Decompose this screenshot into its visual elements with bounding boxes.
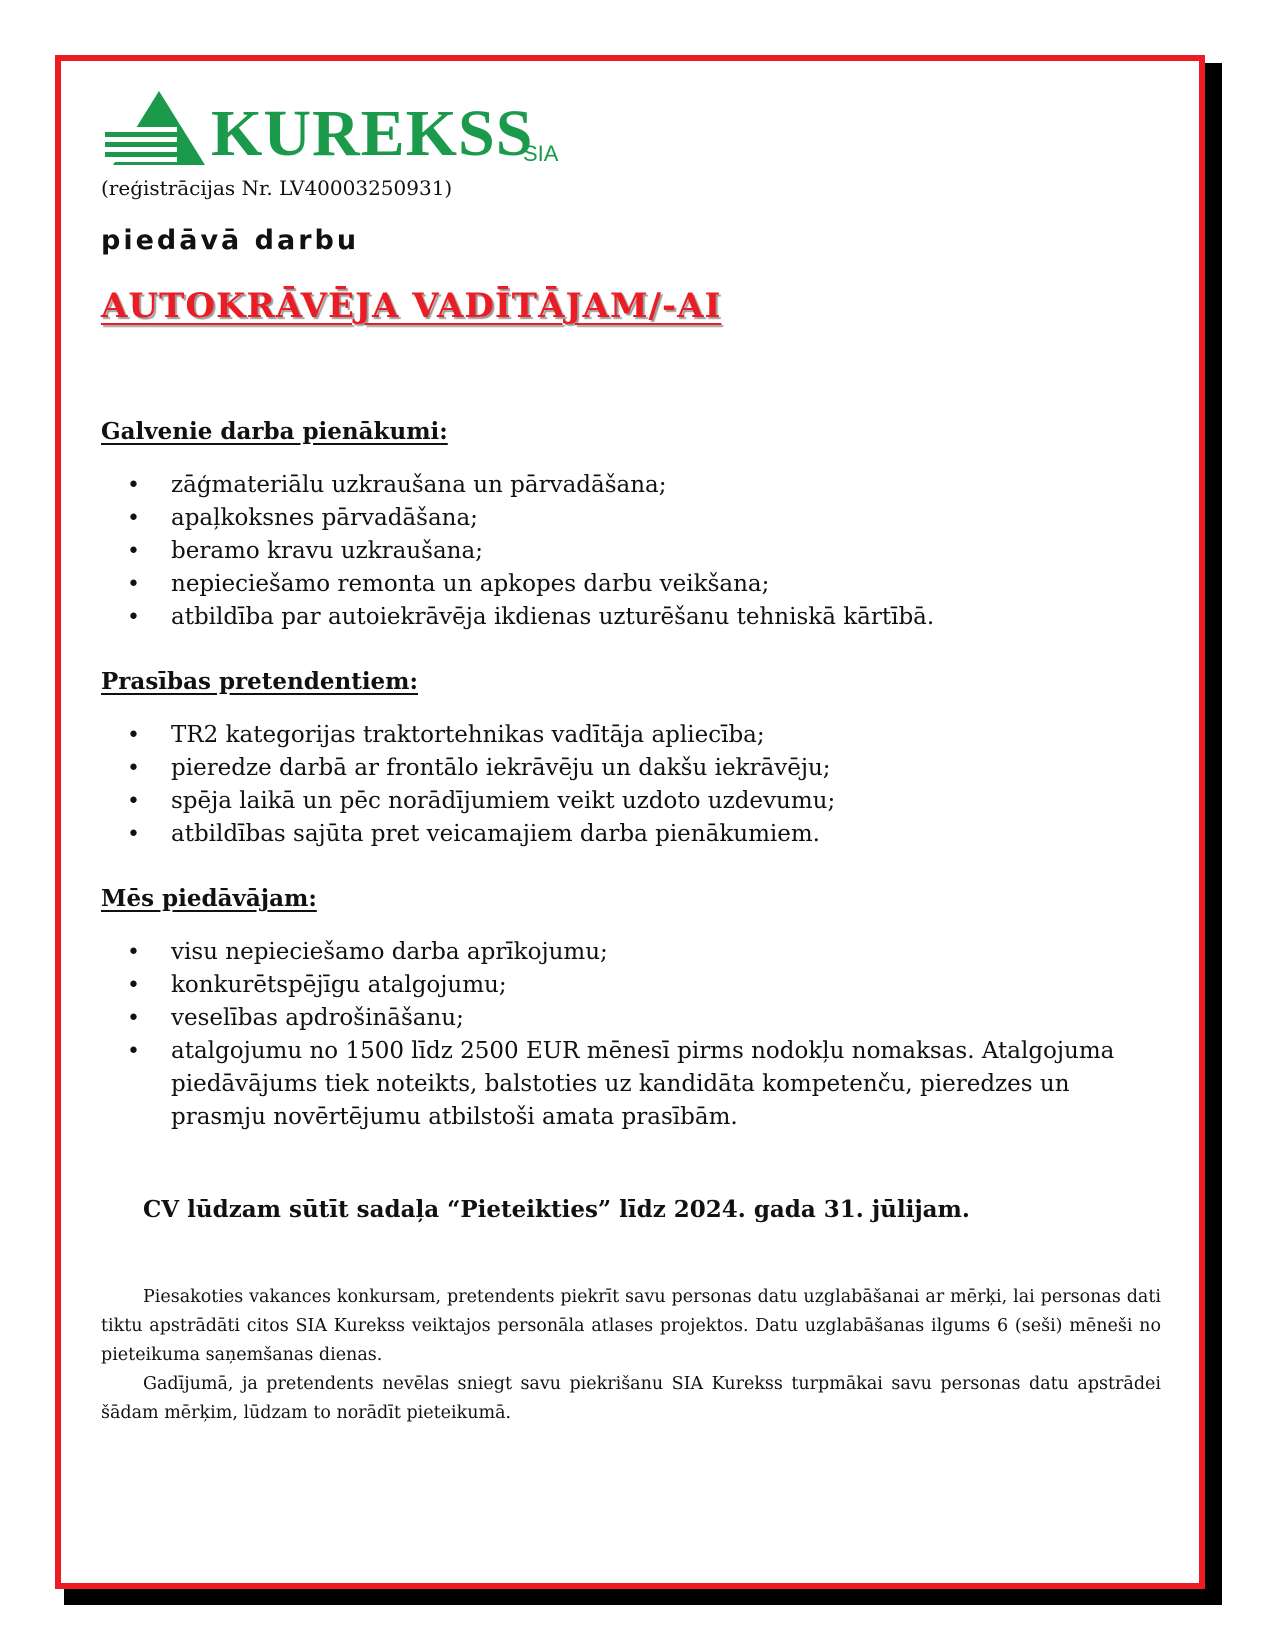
document-frame bbox=[55, 55, 1205, 1589]
logo-suffix: SIA bbox=[523, 141, 559, 166]
requirements-list bbox=[101, 719, 1161, 851]
requirements-heading: Prasības pretendentiem: bbox=[101, 668, 419, 695]
list-item: • spēja laikā un pēc norādījumiem veikt uzdoto uzdevumu; bbox=[101, 785, 1161, 818]
company-logo bbox=[101, 83, 1161, 183]
list-item: • atalgojumu no 1500 līdz 2500 EUR mēnesī pirms nodokļu nomaksas. Atalgojuma piedāvājums tiek noteikts, balstoties uz kandidāta kompetenču, pieredzes un prasmju novērtējumu atbilstoši amata prasībām. bbox=[101, 1035, 1161, 1134]
list-item: • atbildības sajūta pret veicamajiem darba pienākumiem. bbox=[101, 818, 1161, 851]
list-item: • pieredze darbā ar frontālo iekrāvēju un dakšu iekrāvēju; bbox=[101, 752, 1161, 785]
duties-heading: Galvenie darba pienākumi: bbox=[101, 418, 448, 445]
privacy-notice bbox=[101, 1283, 1161, 1428]
registration-number: (reģistrācijas Nr. LV40003250931) bbox=[101, 176, 453, 200]
offers-text: piedāvā darbu bbox=[101, 225, 360, 256]
logo-wordmark: KUREKSS bbox=[211, 97, 534, 170]
position-title: AUTOKRĀVĒJA VADĪTĀJAM/-AI bbox=[101, 286, 722, 326]
application-deadline: CV lūdzam sūtīt sadaļa “Pieteikties” līdz 2024. gada 31. jūlijam. bbox=[143, 1196, 970, 1223]
privacy-paragraph: Gadījumā, ja pretendents nevēlas sniegt savu piekrišanu SIA Kurekss turpmākai savu personas datu apstrādei šādam mērķim, lūdzam to norādīt pieteikumā. bbox=[101, 1374, 1161, 1423]
list-item: • atbildība par autoiekrāvēja ikdienas uzturēšanu tehniskā kārtībā. bbox=[101, 601, 1161, 634]
list-item: • zāģmateriālu uzkraušana un pārvadāšana; bbox=[101, 469, 1161, 502]
document-content bbox=[101, 83, 1161, 1428]
list-item: • apaļkoksnes pārvadāšana; bbox=[101, 502, 1161, 535]
offer-heading: Mēs piedāvājam: bbox=[101, 885, 317, 912]
list-item: • konkurētspējīgu atalgojumu; bbox=[101, 969, 1161, 1002]
duties-list bbox=[101, 469, 1161, 634]
list-item: • beramo kravu uzkraušana; bbox=[101, 535, 1161, 568]
list-item: • veselības apdrošināšanu; bbox=[101, 1002, 1161, 1035]
offer-list bbox=[101, 936, 1161, 1134]
list-item: • visu nepieciešamo darba aprīkojumu; bbox=[101, 936, 1161, 969]
list-item: • TR2 kategorijas traktortehnikas vadītāja apliecība; bbox=[101, 719, 1161, 752]
privacy-paragraph: Piesakoties vakances konkursam, pretendents piekrīt savu personas datu uzglabāšanai ar mērķi, lai personas dati tiktu apstrādāti citos SIA Kurekss veiktajos personāla atlases projektos. Datu uzglabāšanas ilgums 6 (seši) mēneši no pieteikuma saņemšanas dienas. bbox=[101, 1287, 1161, 1365]
kurekss-triangle-logo-icon bbox=[103, 89, 213, 169]
list-item: • nepieciešamo remonta un apkopes darbu veikšana; bbox=[101, 568, 1161, 601]
